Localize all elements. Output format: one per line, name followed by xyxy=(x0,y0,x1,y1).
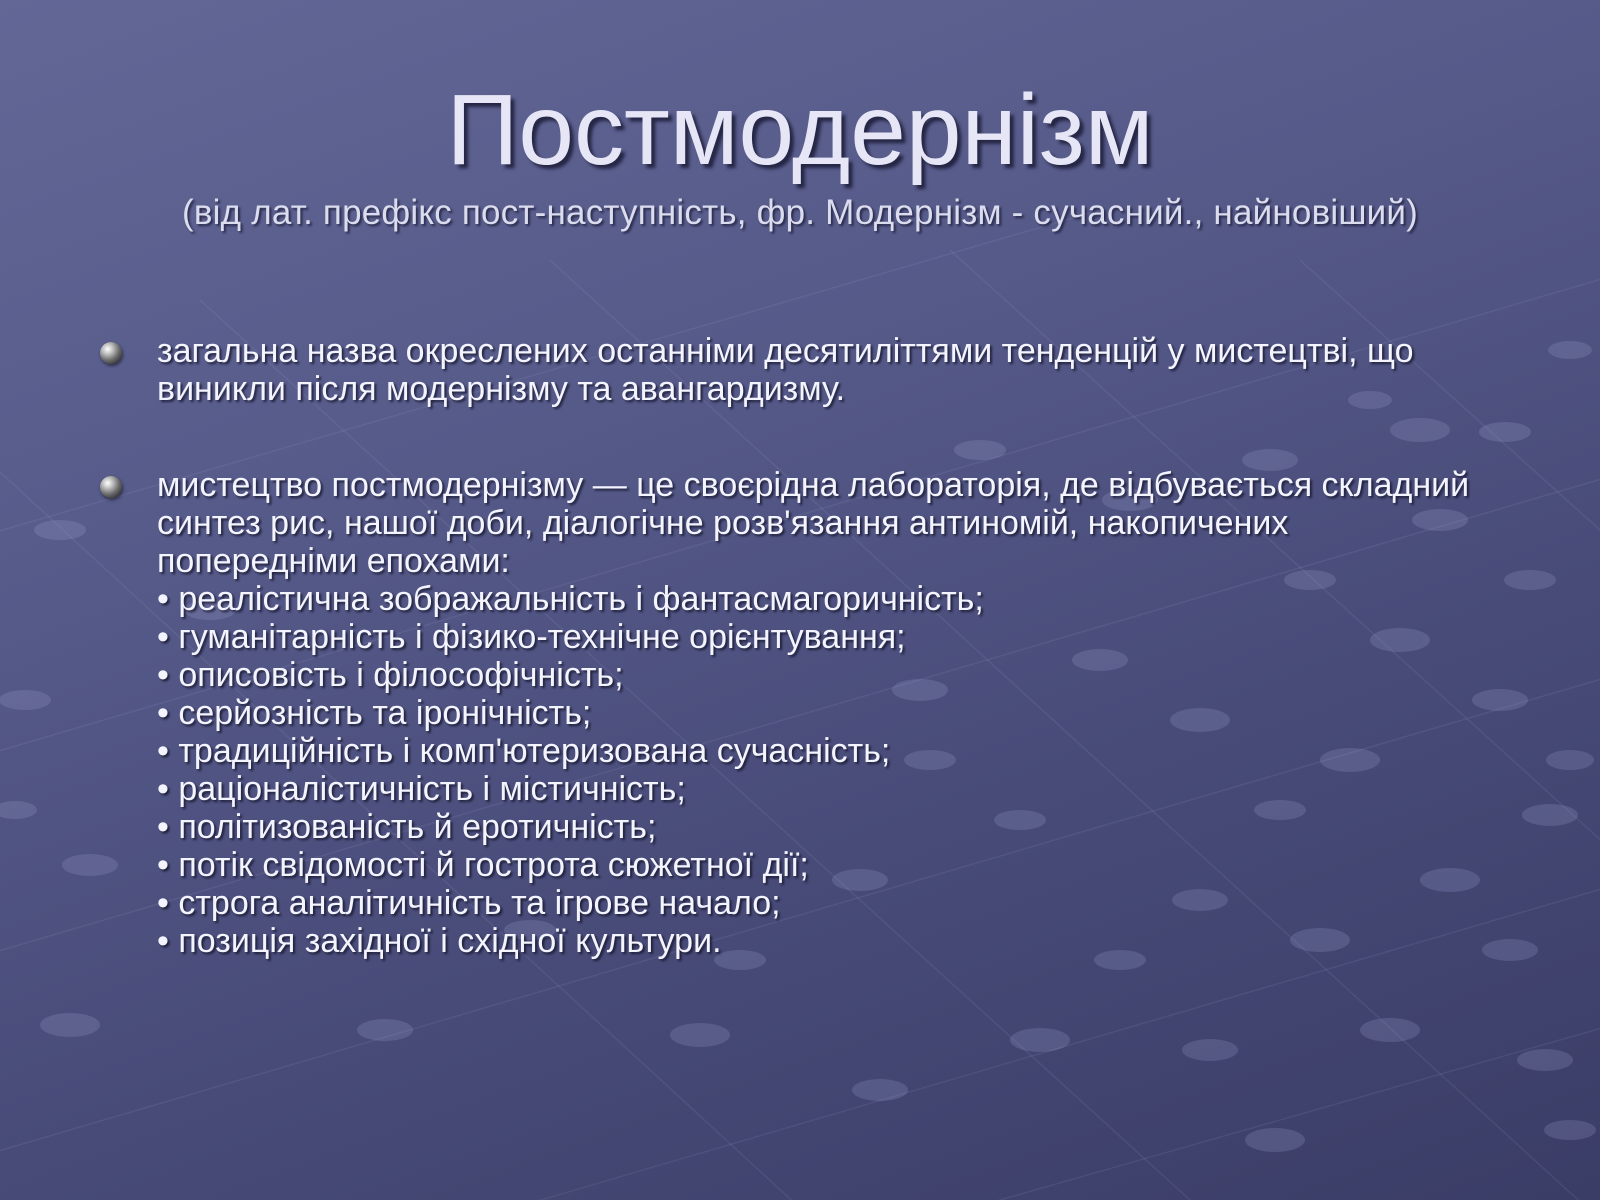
sub-list-item: • строга аналітичність та ігрове начало; xyxy=(157,884,781,922)
sub-list-item: • гуманітарність і фізико-технічне орієнтування; xyxy=(157,618,906,656)
sub-list-item: • політизованість й еротичність; xyxy=(157,808,657,846)
title-block xyxy=(0,70,1600,234)
sub-list-item: • традиційність і комп'ютеризована сучасність; xyxy=(157,732,891,770)
sub-list-item: • раціоналістичність і містичність; xyxy=(157,770,686,808)
sub-list-item: • описовість і філософічність; xyxy=(157,656,624,694)
slide-subtitle: (від лат. префікс пост-наступність, фр. Модернізм - сучасний., найновіший) xyxy=(182,193,1418,232)
bullet-item xyxy=(100,332,1480,408)
bullet-list xyxy=(100,332,1480,960)
sphere-bullet-icon xyxy=(100,476,122,498)
slide-title: Постмодернізм xyxy=(446,74,1154,186)
sub-list-item: • серйозність та іронічність; xyxy=(157,694,592,732)
sub-list-item: • позиція західної і східної культури. xyxy=(157,922,722,960)
bullet-item xyxy=(100,466,1480,960)
sphere-bullet-icon xyxy=(100,342,122,364)
sub-list-item: • потік свідомості й гострота сюжетної дії; xyxy=(157,846,809,884)
bullet-text: мистецтво постмодернізму — це своєрідна лабораторія, де відбувається складний синтез рис, нашої доби, діалогічне розв'язання антиномій, накопичених попередніми епохами: xyxy=(157,466,1470,580)
bullet-text: загальна назва окреслених останніми десятиліттями тенденцій у мистецтві, що виникли після модернізму та авангардизму. xyxy=(157,332,1414,408)
sub-list-item: • реалістична зображальність і фантасмагоричність; xyxy=(157,580,984,618)
